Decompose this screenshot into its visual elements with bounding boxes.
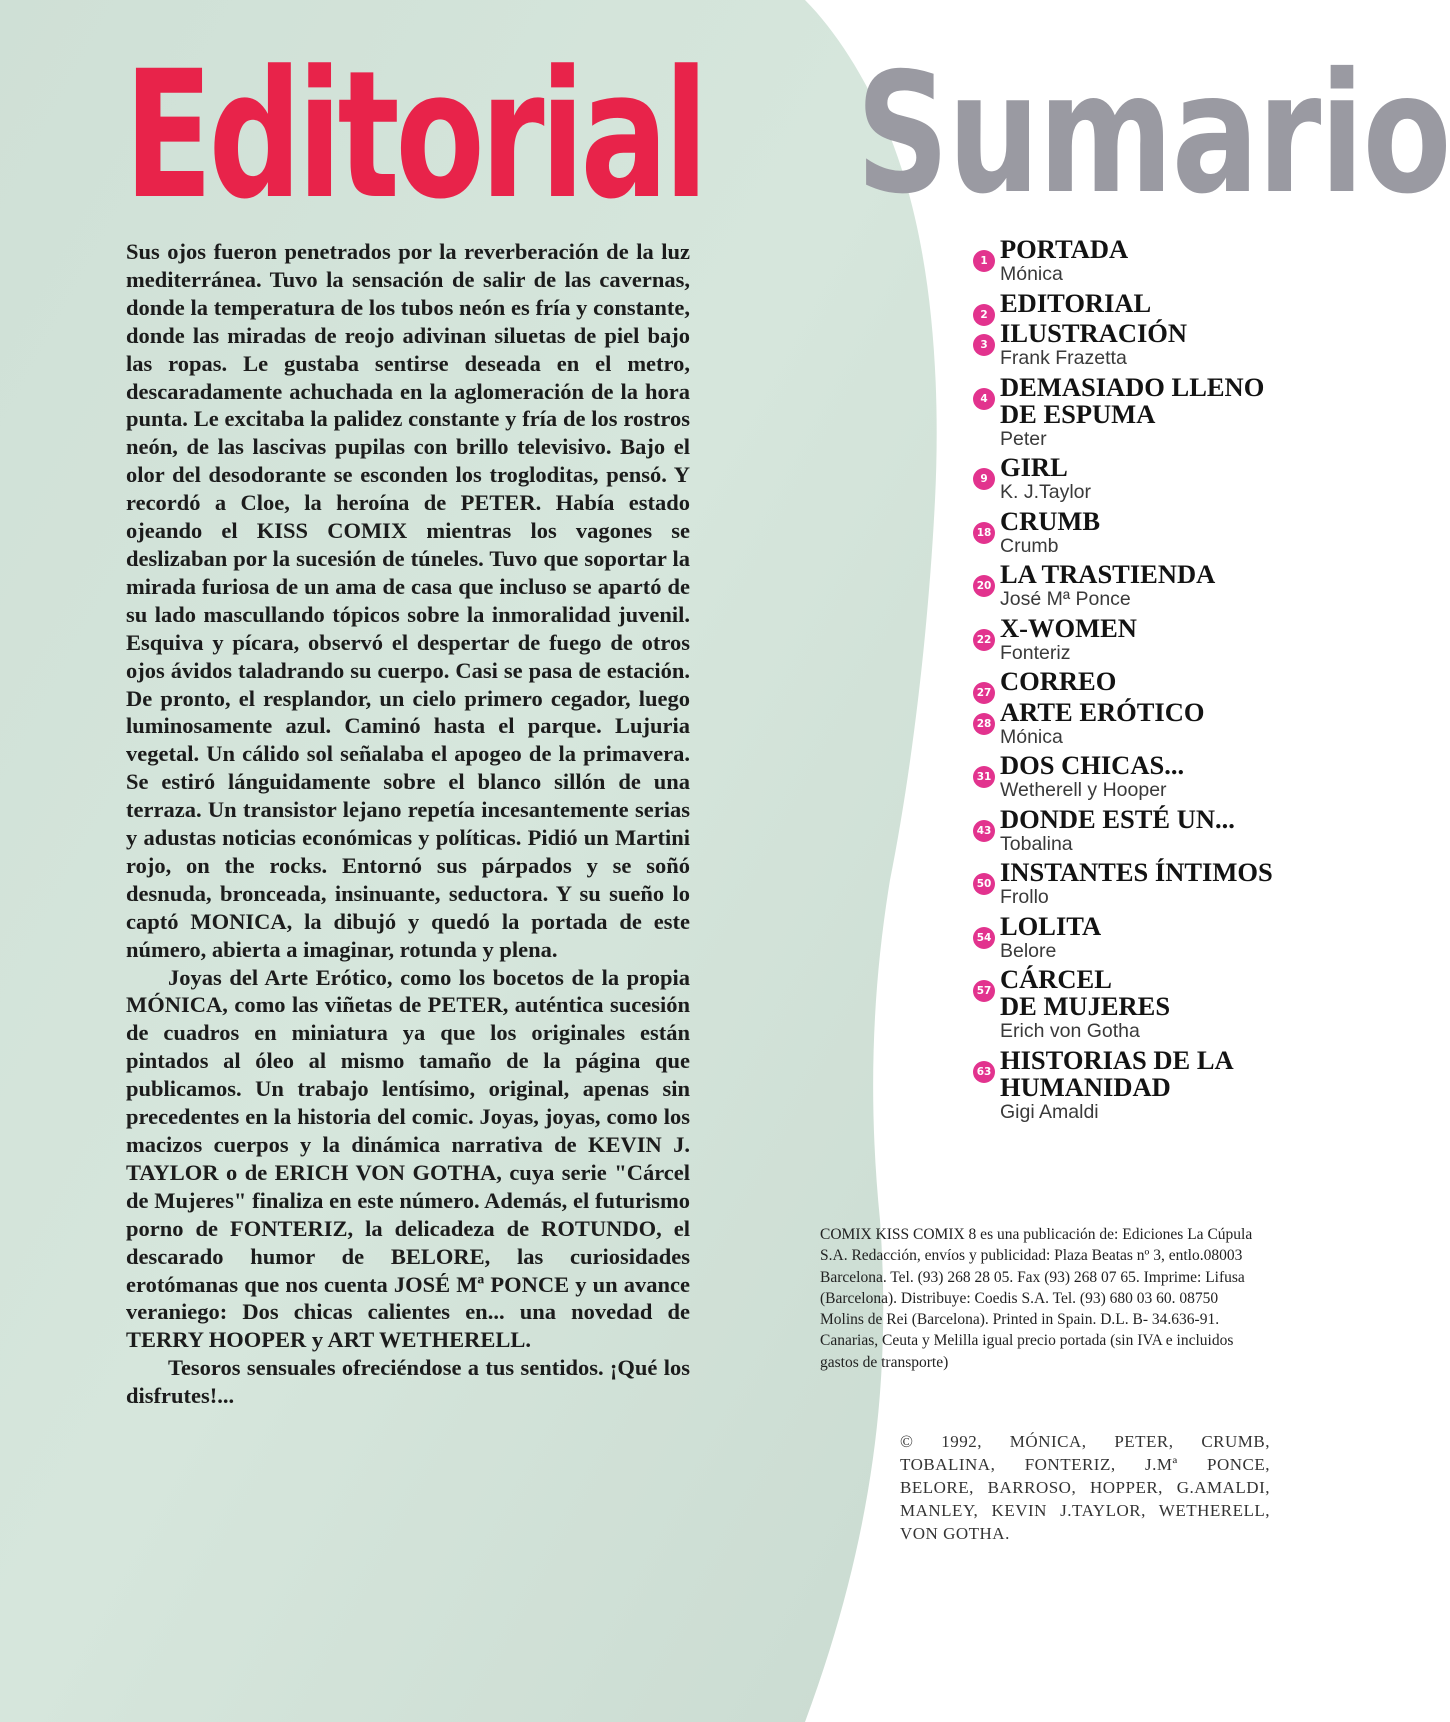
copyright-notice: © 1992, MÓNICA, PETER, CRUMB, TOBALINA, FONTERIZ, J.Mª PONCE, BELORE, BARROSO, HOPPER, G.AMALDI, MANLEY, KEVIN J.TAYLOR, WETHERELL, VON GOTHA. bbox=[900, 1432, 1270, 1543]
toc-author: José Mª Ponce bbox=[1000, 588, 1131, 610]
toc-title: CRUMB bbox=[1000, 505, 1101, 536]
toc-author: Erich von Gotha bbox=[1000, 1020, 1140, 1042]
editorial-body bbox=[126, 238, 690, 1410]
toc-title: ILUSTRACIÓN bbox=[1000, 318, 1188, 348]
toc-page-number: 18 bbox=[973, 522, 995, 544]
toc-title: ARTE ERÓTICO bbox=[1000, 696, 1205, 727]
toc-item bbox=[970, 1044, 1280, 1124]
toc-author: K. J.Taylor bbox=[1000, 481, 1092, 503]
toc-author: Mónica bbox=[1000, 263, 1063, 285]
toc-author: Frollo bbox=[1000, 886, 1049, 908]
toc-page-number: 63 bbox=[973, 1061, 995, 1083]
toc-item bbox=[970, 612, 1280, 665]
toc-author: Mónica bbox=[1000, 725, 1063, 748]
toc-item bbox=[970, 454, 1280, 504]
publisher-credits: COMIX KISS COMIX 8 es una publicación de: Ediciones La Cúpula S.A. Redacción, envíos y publicidad: Plaza Beatas nº 3, entlo.08003 Barcelona. Tel. (93) 268 28 05. Fax (93) 268 07 65. Imprime: Lifusa (Barcelona). Distribuye: Coedis S.A. Tel. (93) 680 03 60. 08750 Molins de Rei (Barcelona). Printed in Spain. D.L. B- 34.636-91. Canarias, Ceuta y Melilla igual precio portada (sin IVA e incluidos gastos de transporte) bbox=[820, 1226, 1253, 1371]
toc-item bbox=[970, 287, 1280, 321]
toc-title: INSTANTES ÍNTIMOS bbox=[1000, 857, 1273, 887]
toc-item bbox=[970, 505, 1280, 558]
toc-page-number: 20 bbox=[973, 575, 995, 597]
editorial-title: Editorial bbox=[124, 33, 705, 238]
toc-title: LA TRASTIENDA bbox=[1000, 559, 1216, 589]
toc-page-number: 57 bbox=[973, 980, 995, 1002]
toc-author: Crumb bbox=[1000, 534, 1059, 557]
table-of-contents bbox=[970, 236, 1280, 1127]
toc-item bbox=[970, 859, 1280, 909]
toc-author: Peter bbox=[1000, 427, 1047, 450]
editorial-closing: Tesoros sensuales ofreciéndose a tus sentidos. ¡Qué los disfrutes!... bbox=[126, 1355, 690, 1409]
toc-page-number: 9 bbox=[973, 468, 995, 490]
toc-title: EDITORIAL bbox=[1000, 287, 1152, 318]
toc-item bbox=[970, 752, 1280, 802]
toc-author: Tobalina bbox=[1000, 832, 1073, 855]
toc-item bbox=[970, 320, 1280, 370]
toc-author: Belore bbox=[1000, 939, 1057, 962]
toc-author: Gigi Amaldi bbox=[1000, 1100, 1099, 1123]
editorial-paragraph: Joyas del Arte Erótico, como los bocetos de la propia MÓNICA, como las viñetas de PETER, auténtica sucesión de cuadros en miniatura ya que los originales están pintados al óleo al mismo tamaño de la página que publicamos. Un trabajo lentísimo, original, apenas sin precedentes en la historia del comic. Joyas, joyas, como los macizos cuerpos y la dinámica narrativa de KEVIN J. TAYLOR o de ERICH VON GOTHA, cuya serie "Cárcel de Mujeres" finaliza en este número. Además, el futurismo porno de FONTERIZ, la delicadeza de ROTUNDO, el descarado humor de BELORE, las curiosidades erotómanas que nos cuenta JOSÉ Mª PONCE y un avance veraniego: Dos chicas calientes en... una novedad de TERRY HOOPER y ART WETHERELL. bbox=[126, 964, 690, 1353]
toc-page-number: 2 bbox=[973, 304, 995, 326]
toc-page-number: 43 bbox=[973, 820, 995, 842]
toc-author: Frank Frazetta bbox=[1000, 347, 1127, 369]
sumario-title: Sumario bbox=[856, 38, 1450, 231]
toc-page-number: 27 bbox=[973, 682, 995, 704]
toc-title: CORREO bbox=[1000, 666, 1117, 696]
toc-author: Fonteriz bbox=[1000, 641, 1071, 664]
toc-title: DONDE ESTÉ UN... bbox=[1000, 803, 1235, 834]
toc-title: LOLITA bbox=[1000, 910, 1102, 941]
toc-page-number: 31 bbox=[973, 766, 995, 788]
toc-title: DEMASIADO LLENO DE ESPUMA bbox=[1000, 371, 1265, 429]
toc-item bbox=[970, 236, 1280, 286]
toc-page-number: 1 bbox=[973, 250, 995, 272]
toc-author: Wetherell y Hooper bbox=[1000, 779, 1167, 801]
toc-title: GIRL bbox=[1000, 452, 1068, 482]
toc-item bbox=[970, 910, 1280, 963]
toc-item bbox=[970, 371, 1280, 451]
toc-page-number: 22 bbox=[973, 629, 995, 651]
toc-item bbox=[970, 803, 1280, 856]
toc-page-number: 50 bbox=[973, 873, 995, 895]
toc-page-number: 4 bbox=[973, 388, 995, 410]
toc-title: PORTADA bbox=[1000, 234, 1129, 264]
toc-title: CÁRCEL DE MUJERES bbox=[1000, 964, 1171, 1021]
editorial-paragraph: Sus ojos fueron penetrados por la reverberación de la luz mediterránea. Tuvo la sensación de salir de las cavernas, donde la temperatura de los tubos neón es fría y constante, donde las miradas de reojo adivinan siluetas de piel bajo las ropas. Le gustaba sentirse deseada en el metro, descaradamente achuchada en la aglomeración de la hora punta. Le excitaba la palidez constante y fría de los rostros neón, de las lascivas pupilas con brillo televisivo. Bajo el olor del desodorante se esconden los trogloditas, pensó. Y recordó a Cloe, la heroína de PETER. Había estado ojeando el KISS COMIX mientras los vagones se deslizaban por la sucesión de túneles. Tuvo que soportar la mirada furiosa de un ama de casa que incluso se apartó de su lado mascullando tópicos sobre la inmoralidad juvenil. Esquiva y pícara, observó el despertar de fuego de otros ojos ávidos taladrando su cuerpo. Casi se pasa de estación. De pronto, el resplandor, un cielo primero cegador, luego luminosamente azul. Caminó hasta el parque. Lujuria vegetal. Un cálido sol señalaba el apogeo de la primavera. Se estiró lánguidamente sobre el blanco sillón de una terraza. Un transistor lejano repetía incesantemente serias y adustas noticias económicas y políticas. Pidió un Martini rojo, on the rocks. Entornó sus párpados y se soñó desnuda, bronceada, insinuante, seductora. Y su sueño lo captó MONICA, la dibujó y quedó la portada de este número, abierta a imaginar, rotunda y plena. bbox=[126, 239, 690, 962]
toc-page-number: 28 bbox=[973, 713, 995, 735]
toc-item bbox=[970, 666, 1280, 699]
toc-page-number: 54 bbox=[973, 927, 995, 949]
toc-item bbox=[970, 561, 1280, 611]
toc-item bbox=[970, 966, 1280, 1043]
toc-title: HISTORIAS DE LA HUMANIDAD bbox=[1000, 1044, 1234, 1102]
toc-title: X-WOMEN bbox=[1000, 612, 1137, 643]
toc-item bbox=[970, 696, 1280, 749]
toc-page-number: 3 bbox=[973, 334, 995, 356]
toc-title: DOS CHICAS... bbox=[1000, 750, 1185, 780]
